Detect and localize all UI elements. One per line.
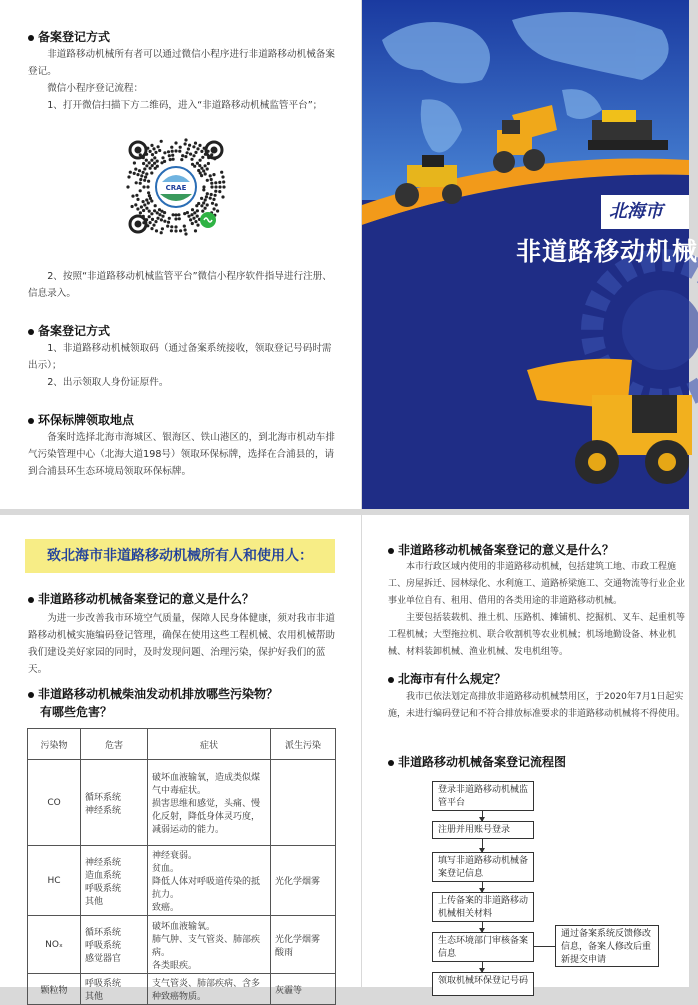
section-1-step2: 2、按照“非道路移动机械监管平台”微信小程序软件指导进行注册、信息录入。 — [28, 271, 332, 299]
table-cell: 神经系统 造血系统 呼吸系统 其他 — [81, 846, 148, 916]
flow-arrow — [482, 811, 483, 821]
section-heading-3: 环保标牌领取地点 — [28, 411, 134, 428]
table-row — [28, 846, 336, 916]
panel-registration-method — [0, 0, 361, 509]
section-1-text: 非道路移动机械所有者可以通过微信小程序进行非道路移动机械备案登记。 微信小程序登记流程： 1、打开微信扫描下方二维码，进入“非道路移动机械监管平台”； — [28, 49, 335, 111]
pollutant-table — [27, 728, 336, 1005]
flow-arrow — [482, 839, 483, 852]
significance-text: 为进一步改善我市环境空气质量，保障人民身体健康，须对我市非道路移动机械实施编码登记管理，确保在使用这些工程机械、农用机械帮助我们建设美好家园的同时，及时发现问题、治理污染，保护好我们的蓝天。 — [28, 613, 335, 675]
heading-flowchart: 非道路移动机械备案登记流程图 — [388, 753, 566, 770]
flow-arrow — [482, 922, 483, 932]
heading-pollutants-line2: 有哪些危害？ — [40, 705, 113, 719]
table-cell: 循环系统 神经系统 — [81, 760, 148, 846]
panel-regulations — [362, 515, 689, 987]
section-heading-2: 备案登记方式 — [28, 322, 110, 339]
cover-city-title: 北海市 — [601, 195, 689, 229]
table-cell: 破坏血液输氧。 肺气肿、支气管炎、肺部疾病。 各类眼疾。 — [148, 916, 271, 974]
table-cell: 循环系统 呼吸系统 感觉器官 — [81, 916, 148, 974]
table-row — [28, 974, 336, 1005]
heading-significance-2: 非道路移动机械备案登记的意义是什么？ — [388, 541, 614, 558]
table-cell: 破坏血液输氧，造成类似煤气中毒症状。 损害思维和感觉，头痛、慢化反射，降低身体灵巧度，减弱运动的能力。 — [148, 760, 271, 846]
table-cell: 光化学烟雾 酸雨 — [271, 916, 336, 974]
table-cell: 颗粒物 — [28, 974, 81, 1005]
flow-step-4: 上传备案的非道路移动机械相关材料 — [432, 892, 534, 922]
table-cell: 灰霾等 — [271, 974, 336, 1005]
heading-significance: 非道路移动机械备案登记的意义是什么？ — [28, 590, 254, 607]
scope-text: 本市行政区域内使用的非道路移动机械，包括建筑工地、市政工程施工、房屋拆迁、园林绿化、水利施工、道路桥梁施工、交通物流等行业企业事业单位自有、租用、借用的各类用途的非道路移动机械。 主要包括装载机、推土机、压路机、摊铺机、挖掘机、叉车、起重机等工程机械；大型拖拉机、联合收割机等农业机械；机场地勤设备、林业机械、材料装卸机械、渔业机械、发电机组等。 — [388, 562, 686, 657]
heading-pollutants: 非道路移动机械柴油发动机排放哪些污染物？ — [28, 685, 278, 702]
table-cell: 光化学烟雾 — [271, 846, 336, 916]
qr-logo-text: CRAE — [165, 184, 187, 192]
table-header: 派生污染 — [271, 729, 336, 760]
notice-banner: 致北海市非道路移动机械所有人和使用人： — [25, 539, 335, 573]
table-cell: 呼吸系统 其他 — [81, 974, 148, 1005]
table-cell: NOₓ — [28, 916, 81, 974]
flow-arrow — [482, 882, 483, 892]
cover-panel — [362, 0, 698, 509]
cover-main-title: 非道路移动机械 — [516, 237, 698, 266]
table-cell — [271, 760, 336, 846]
heading-regulation: 北海市有什么规定？ — [388, 670, 506, 687]
flow-step-2: 注册并用账号登录 — [432, 821, 534, 839]
table-cell: 神经衰弱。 贫血。 降低人体对呼吸道传染的抵抗力。 致癌。 — [148, 846, 271, 916]
section-heading-1: 备案登记方式 — [28, 28, 110, 45]
table-row — [28, 760, 336, 846]
table-header: 危害 — [81, 729, 148, 760]
table-cell: HC — [28, 846, 81, 916]
table-cell: 支气管炎、肺部疾病、含多种致癌物质。 — [148, 974, 271, 1005]
flow-step-6: 领取机械环保登记号码 — [432, 972, 534, 996]
flow-step-3: 填写非道路移动机械备案登记信息 — [432, 852, 534, 882]
panel-significance — [0, 515, 361, 1002]
section-2-text: 1、非道路移动机械领取码（通过备案系统接收，领取登记号码时需出示）； 2、出示领取人身份证原件。 — [28, 343, 332, 388]
flow-side-feedback: 通过备案系统反馈修改信息，备案人修改后重新提交申请 — [555, 925, 659, 967]
table-header: 污染物 — [28, 729, 81, 760]
table-row — [28, 916, 336, 974]
table-header: 症状 — [148, 729, 271, 760]
flow-step-5: 生态环境部门审核备案信息 — [432, 932, 534, 962]
flow-arrow — [482, 962, 483, 972]
table-header-row — [28, 729, 336, 760]
section-3-text: 备案时选择北海市海城区、银海区、铁山港区的，到北海市机动车排气污染管理中心（北海大道198号）领取环保标牌，选择在合浦县的，请到合浦县环生态环境局领取环保标牌。 — [28, 432, 335, 477]
wechat-mini-program-qr-code[interactable] — [122, 134, 230, 240]
table-cell: CO — [28, 760, 81, 846]
regulation-text: 我市已依法划定高排放非道路移动机械禁用区，于2020年7月1日起实施，未进行编码登记和不符合排放标准要求的非道路移动机械将不得使用。 — [388, 692, 686, 719]
flow-step-1: 登录非道路移动机械监管平台 — [432, 781, 534, 811]
flow-connector — [534, 946, 555, 947]
